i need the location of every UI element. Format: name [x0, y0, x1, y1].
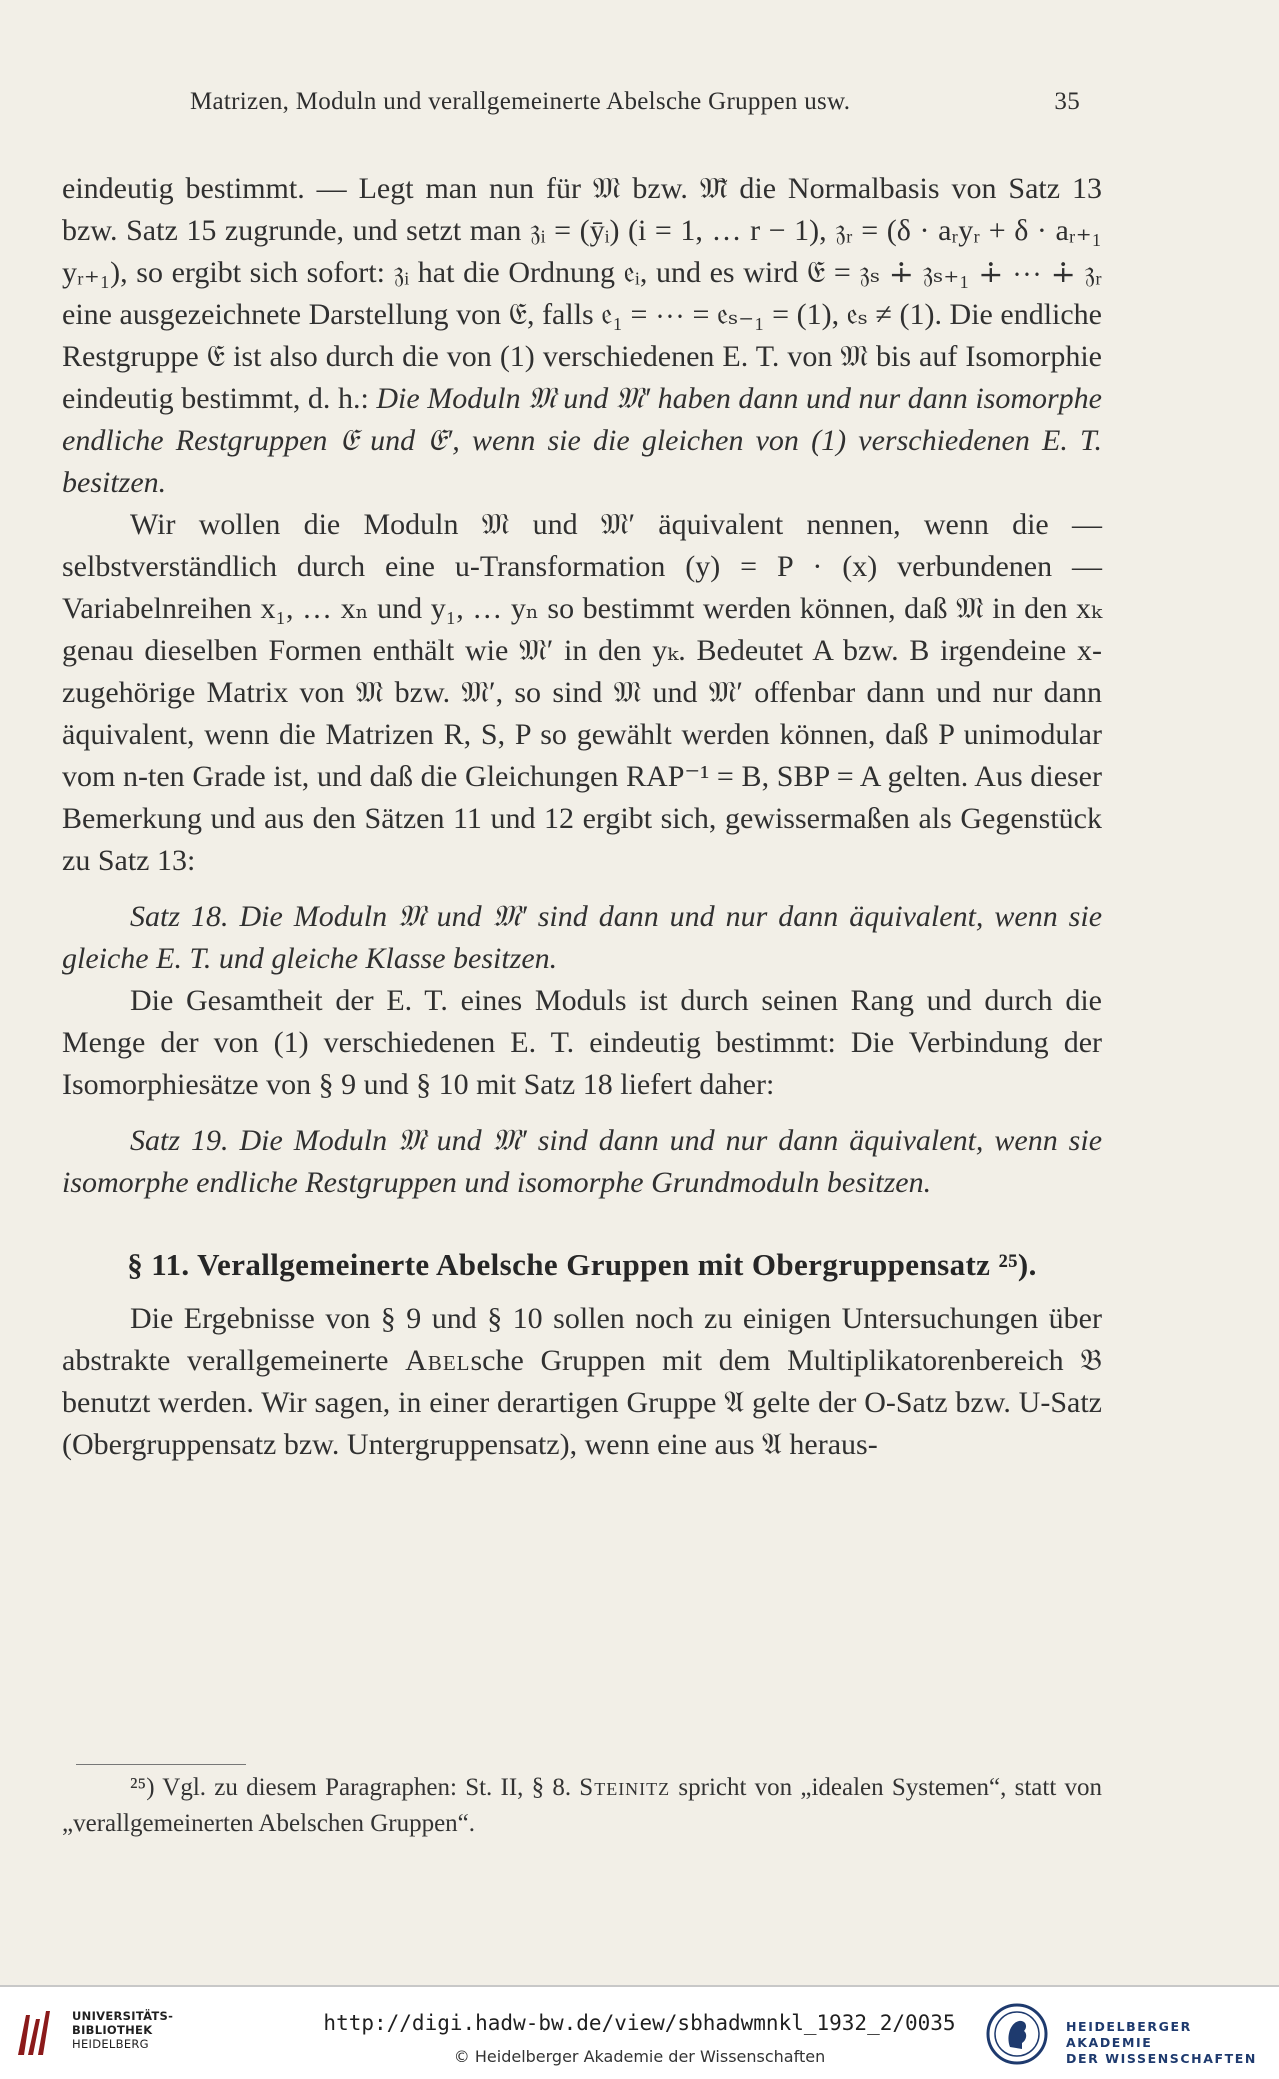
satz-19 [62, 1120, 1102, 1204]
permalink[interactable]: http://digi.hadw-bw.de/view/sbhadwmnkl_1932_2/0035 [323, 2011, 956, 2035]
author-name: Steinitz [579, 1774, 671, 1801]
footnote-rule [76, 1764, 246, 1765]
academy-seal-icon [986, 2001, 1048, 2067]
paragraph-section-11: Die Ergebnisse von § 9 und § 10 sollen noch zu einigen Untersuchungen über abstrakte verallgemeinerte Abelsche Gruppen mit dem Multiplikatorenbereich 𝔅 benutzt werden. Wir sagen, in einer derartigen Gruppe 𝔄 gelte der O-Satz bzw. U-Satz (Obergruppensatz bzw. Untergruppensatz), wenn eine aus 𝔄 heraus- [62, 1302, 1102, 1461]
academy-name: HEIDELBERGER AKADEMIE DER WISSENSCHAFTEN [1066, 2019, 1257, 2066]
page-number: 35 [1054, 88, 1080, 115]
footnote-25: ²⁵) Vgl. zu diesem Paragraphen: St. II, § 8. Steinitz spricht von „idealen Systemen“, statt von „verallgemeinerten Abelschen Gruppen“. [62, 1774, 1102, 1837]
running-title: Matrizen, Moduln und verallgemeinerte Abelsche Gruppen usw. [190, 88, 851, 115]
running-header [190, 88, 1080, 128]
author-name: Abel [405, 1344, 471, 1377]
satz-18-text: Die Moduln 𝔐 und 𝔐′ sind dann und nur dann äquivalent, wenn sie gleiche E. T. und gleiche Klasse besitzen. [62, 900, 1103, 975]
page-body [62, 168, 1102, 1466]
satz-19-text: Die Moduln 𝔐 und 𝔐′ sind dann und nur dann äquivalent, wenn sie isomorphe endliche Restgruppen und isomorphe Grundmoduln besitzen. [62, 1124, 1103, 1199]
satz-19-label: Satz 19. [130, 1124, 229, 1157]
section-heading: § 11. Verallgemeinerte Abelsche Gruppen mit Obergruppensatz ²⁵). [127, 1247, 1037, 1282]
satz-18-label: Satz 18. [130, 900, 229, 933]
paragraph-normalbasis: eindeutig bestimmt. — Legt man nun für 𝔐 bzw. 𝔐̃ die Normalbasis von Satz 13 bzw. Satz 15 zugrunde, und setzt man 𝔷ᵢ = (ȳᵢ) (i = 1, … r − 1), 𝔷ᵣ = (δ · aᵣyᵣ + δ · aᵣ₊₁ yᵣ₊₁), so ergibt sich sofort: 𝔷ᵢ hat die Ordnung 𝔢ᵢ, und es wird 𝔈 = 𝔷ₛ ∔ 𝔷ₛ₊₁ ∔ ⋯ ∔ 𝔷ᵣ eine ausgezeichnete Darstellung von 𝔈, falls 𝔢₁ = ⋯ = 𝔢ₛ₋₁ = (1), 𝔢ₛ ≠ (1). Die endliche Restgruppe 𝔈 ist also durch die von (1) verschiedenen E. T. von 𝔐 bis auf Isomorphie eindeutig bestimmt, d. h.: Die Moduln 𝔐 und 𝔐′ haben dann und nur dann isomorphe endliche Restgruppen 𝔈 und 𝔈′, wenn sie die gleichen von (1) verschiedenen E. T. besitzen. [62, 172, 1103, 499]
digitization-banner [0, 1985, 1279, 2079]
paragraph-aequivalenz: Wir wollen die Moduln 𝔐 und 𝔐′ äquivalent nennen, wenn die — selbstverständlich durch eine u-Transformation (y) = P · (x) verbundenen — Variabelnreihen x₁, … xₙ und y₁, … yₙ so bestimmt werden können, daß 𝔐 in den xₖ genau dieselben Formen enthält wie 𝔐′ in den yₖ. Bedeutet A bzw. B irgendeine x-zugehörige Matrix von 𝔐 bzw. 𝔐′, so sind 𝔐 und 𝔐′ offenbar dann und nur dann äquivalent, wenn die Matrizen R, S, P so gewählt werden können, daß P unimodular vom n-ten Grade ist, und daß die Gleichungen RAP⁻¹ = B, SBP = A gelten. Aus dieser Bemerkung und aus den Sätzen 11 und 12 ergibt sich, gewissermaßen als Gegenstück zu Satz 13: [62, 508, 1102, 877]
satz-18 [62, 896, 1102, 980]
paragraph-gesamtheit: Die Gesamtheit der E. T. eines Moduls ist durch seinen Rang und durch die Menge der von (1) verschiedenen E. T. eindeutig bestimmt: Die Verbindung der Isomorphiesätze von § 9 und § 10 mit Satz 18 liefert daher: [62, 984, 1102, 1101]
university-library-name: UNIVERSITÄTS- BIBLIOTHEK HEIDELBERG [72, 2009, 174, 2051]
theorem-isomorph-restgruppen: Die Moduln 𝔐 und 𝔐′ haben dann und nur dann isomorphe endliche Restgruppen 𝔈 und 𝔈′, wenn sie die gleichen von (1) verschiedenen E. T. besitzen. [62, 382, 1103, 499]
footnote [62, 1770, 1102, 1842]
copyright-notice: © Heidelberger Akademie der Wissenschaften [453, 2047, 826, 2066]
